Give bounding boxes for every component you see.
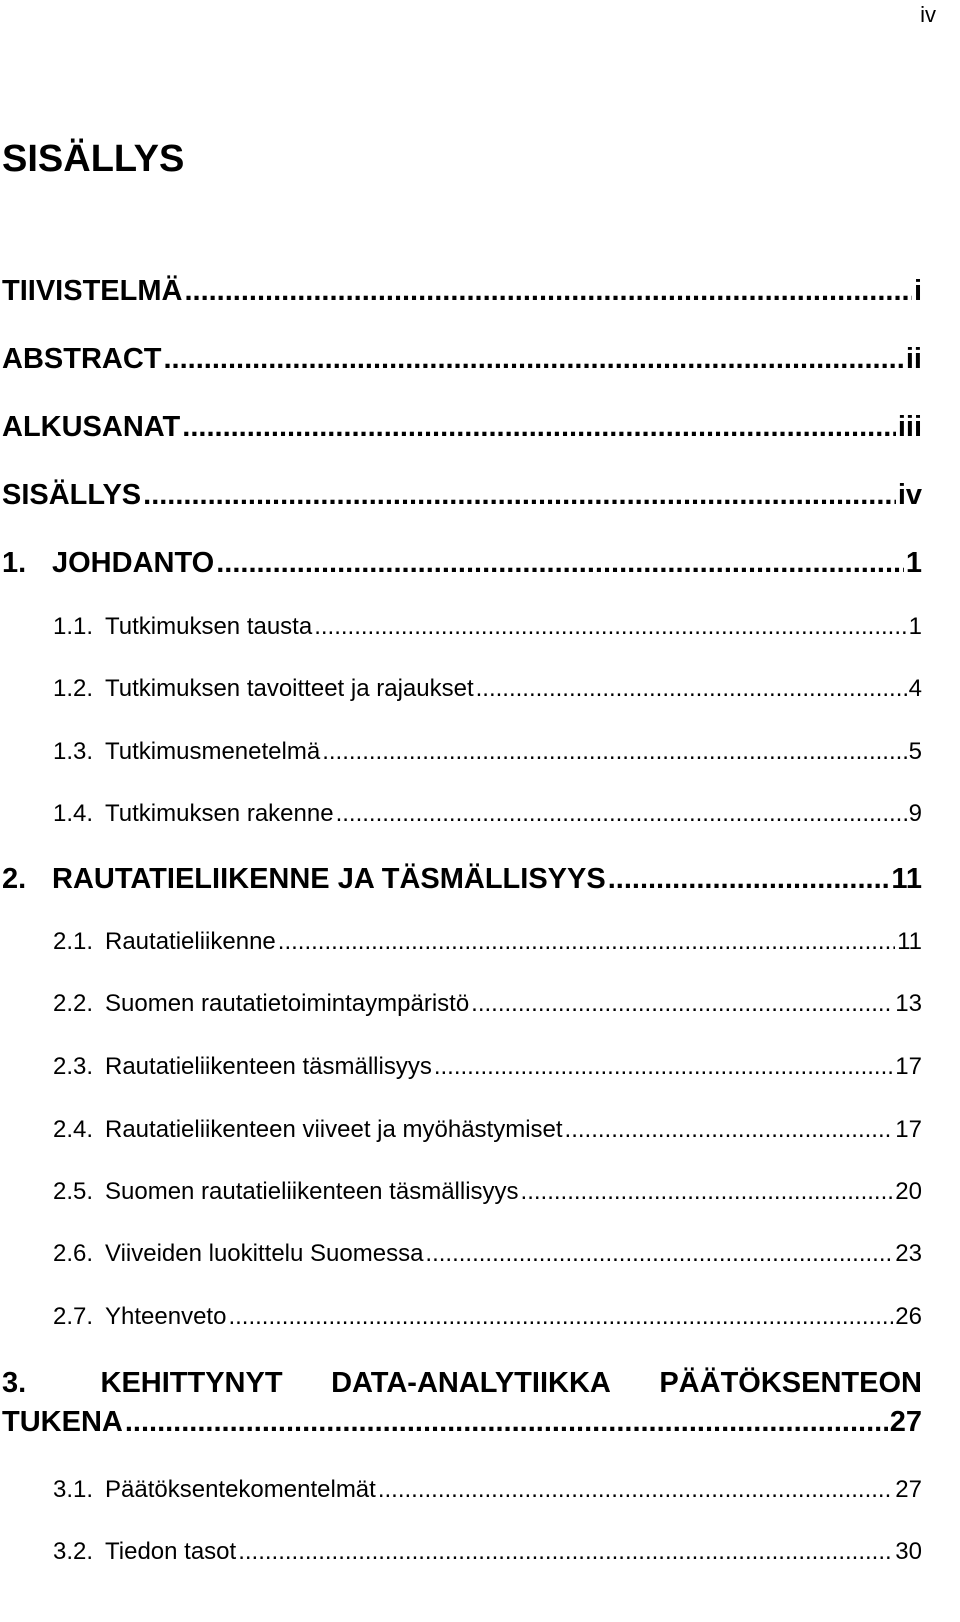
toc-entry-section-3-1[interactable]	[53, 1476, 922, 1505]
toc-entry-number: 3.2.	[53, 1538, 94, 1565]
toc-entry-section-1-1[interactable]	[53, 613, 922, 642]
toc-entry-title: Tutkimuksen tausta	[105, 613, 313, 640]
toc-entry-page: 20	[895, 1178, 922, 1205]
toc-entry-page: ii	[905, 343, 922, 375]
toc-entry-title: Päätöksentekomentelmät	[105, 1476, 376, 1503]
toc-entry-number: 1.2.	[53, 675, 94, 702]
toc-entry-section-3-2[interactable]	[53, 1538, 922, 1567]
dot-leader	[228, 1303, 893, 1332]
toc-entry-title: Yhteenveto	[105, 1303, 227, 1330]
toc-heading: SISÄLLYS	[2, 138, 185, 180]
toc-entry-number: 1.3.	[53, 738, 94, 765]
toc-entry-section-1-3[interactable]	[53, 738, 922, 767]
toc-entry-number: 2.3.	[53, 1053, 94, 1080]
toc-entry-page: 9	[908, 800, 922, 827]
toc-entry-number: 2.5.	[53, 1178, 94, 1205]
toc-entry-title: Viiveiden luokittelu Suomessa	[105, 1240, 424, 1267]
toc-entry-title-line-one	[2, 1366, 922, 1401]
toc-entry-title-line-two	[2, 1405, 922, 1440]
toc-entry-page: 13	[895, 990, 922, 1017]
toc-entry-page: 17	[895, 1053, 922, 1080]
toc-entry-page: 4	[908, 675, 922, 702]
toc-entry-title: Rautatieliikenne	[105, 928, 276, 955]
toc-entry-page: iv	[897, 479, 922, 511]
toc-entry-number: 1.4.	[53, 800, 94, 827]
toc-entry-tiivistelma[interactable]	[2, 274, 922, 309]
toc-entry-section-2-1[interactable]	[53, 928, 922, 957]
toc-entry-number: 2.1.	[53, 928, 94, 955]
toc-entry-section-1-4[interactable]	[53, 800, 922, 829]
toc-entry-section-2-6[interactable]	[53, 1240, 922, 1269]
toc-entry-sisallys[interactable]	[2, 478, 922, 513]
toc-entry-abstract[interactable]	[2, 342, 922, 377]
toc-entry-title: Rautatieliikenteen täsmällisyys	[105, 1053, 432, 1080]
dot-leader	[336, 800, 907, 829]
toc-entry-alkusanat[interactable]	[2, 410, 922, 445]
toc-entry-title: Tiedon tasot	[105, 1538, 237, 1565]
toc-entry-section-2-2[interactable]	[53, 990, 922, 1019]
toc-entry-chapter-3[interactable]	[2, 1366, 922, 1440]
dot-leader	[143, 478, 896, 513]
toc-entry-title: Tutkimusmenetelmä	[105, 738, 321, 765]
toc-entry-chapter-2[interactable]	[2, 862, 922, 897]
toc-entry-number: 3.	[2, 1367, 27, 1399]
toc-entry-number: 2.4.	[53, 1116, 94, 1143]
toc-entry-page: 11	[897, 928, 922, 955]
dot-leader	[425, 1240, 893, 1269]
toc-entry-number: 2.7.	[53, 1303, 94, 1330]
toc-entry-title: ABSTRACT	[2, 343, 162, 375]
toc-entry-page: 1	[908, 613, 922, 640]
toc-entry-title-word: KEHITTYNYT	[100, 1367, 283, 1399]
toc-entry-page: 17	[895, 1116, 922, 1143]
toc-entry-chapter-1[interactable]	[2, 546, 922, 581]
toc-entry-page: i	[913, 275, 922, 307]
toc-entry-title-word: DATA-ANALYTIIKKA	[331, 1367, 611, 1399]
toc-entry-page: 23	[895, 1240, 922, 1267]
toc-entry-title-word: PÄÄTÖKSENTEON	[659, 1367, 922, 1399]
dot-leader	[164, 342, 904, 377]
toc-entry-title: TIIVISTELMÄ	[2, 275, 183, 307]
dot-leader	[434, 1053, 893, 1082]
toc-entry-title: TUKENA	[2, 1405, 123, 1438]
toc-entry-title: SISÄLLYS	[2, 479, 142, 511]
dot-leader	[238, 1538, 893, 1567]
toc-entry-page: 11	[891, 863, 922, 895]
toc-entry-section-2-5[interactable]	[53, 1178, 922, 1207]
dot-leader	[608, 862, 890, 897]
dot-leader	[378, 1476, 893, 1505]
toc-entry-title: Tutkimuksen rakenne	[105, 800, 334, 827]
toc-entry-section-2-3[interactable]	[53, 1053, 922, 1082]
toc-entry-number: 2.6.	[53, 1240, 94, 1267]
toc-entry-page: 27	[895, 1476, 922, 1503]
toc-entry-number: 2.2.	[53, 990, 94, 1017]
toc-entry-number: 2.	[2, 863, 27, 895]
dot-leader	[182, 410, 896, 445]
dot-leader	[471, 990, 893, 1019]
toc-entry-title: RAUTATIELIIKENNE JA TÄSMÄLLISYYS	[52, 863, 606, 895]
toc-entry-section-1-2[interactable]	[53, 675, 922, 704]
dot-leader	[322, 738, 906, 767]
toc-entry-page: 5	[908, 738, 922, 765]
toc-entry-title: Suomen rautatietoimintaympäristö	[105, 990, 470, 1017]
dot-leader	[125, 1405, 888, 1440]
dot-leader	[216, 546, 904, 581]
toc-entry-title: Tutkimuksen tavoitteet ja rajaukset	[105, 675, 474, 702]
toc-entry-page: 30	[895, 1538, 922, 1565]
toc-entry-number: 3.1.	[53, 1476, 94, 1503]
toc-entry-number: 1.	[2, 547, 27, 579]
dot-leader	[184, 274, 911, 309]
toc-entry-title: Suomen rautatieliikenteen täsmällisyys	[105, 1178, 519, 1205]
toc-entry-page: 27	[889, 1405, 922, 1438]
toc-entry-title: Rautatieliikenteen viiveet ja myöhästymiset	[105, 1116, 563, 1143]
dot-leader	[278, 928, 895, 957]
toc-entry-title: ALKUSANAT	[2, 411, 181, 443]
toc-entry-title: JOHDANTO	[52, 547, 215, 579]
dot-leader	[314, 613, 906, 642]
dot-leader	[476, 675, 907, 704]
toc-entry-page: iii	[897, 411, 922, 443]
toc-entry-section-2-4[interactable]	[53, 1116, 922, 1145]
toc-entry-number: 1.1.	[53, 613, 94, 640]
toc-entry-page: 1	[905, 547, 922, 579]
toc-entry-page: 26	[895, 1303, 922, 1330]
dot-leader	[565, 1116, 894, 1145]
dot-leader	[521, 1178, 894, 1207]
page-number: iv	[920, 2, 936, 27]
toc-entry-section-2-7[interactable]	[53, 1303, 922, 1332]
